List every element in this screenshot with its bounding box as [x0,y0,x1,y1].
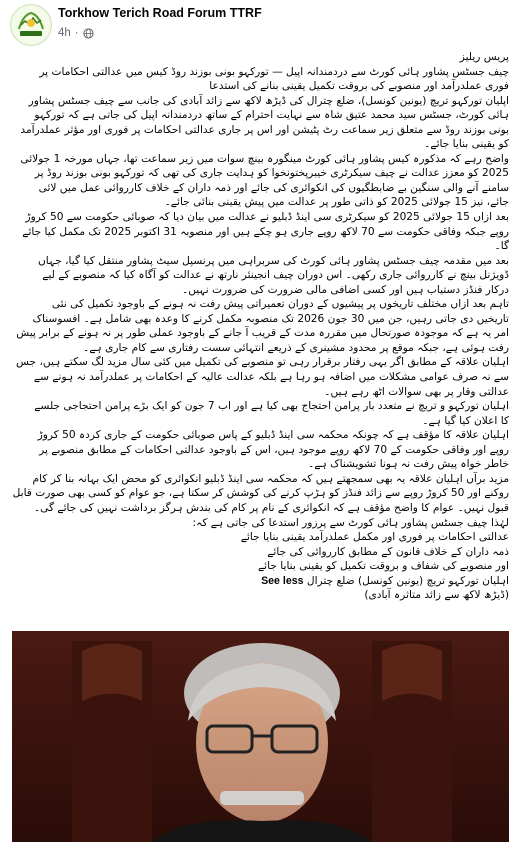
judge-portrait-icon [12,631,509,842]
post-text-line: امر یہ ہے کہ موجودہ صورتحال میں مقررہ مدت کے قریب آ جانے کے باوجود عملی طور پر نہ ہونے کے برابر پیش [16,327,509,340]
post-text-line: پریس ریلیز [459,51,509,63]
post-text-line: اپلیان تورکہو تریچ (یونین کونسل)، ضلع چترال کی ڈیڑھ لاکھ سے زائد آبادی کی جانب سے چیف جسٹس پشاور [28,94,509,107]
post-text-line: کو یقینی بنایا جائے۔ [424,138,509,151]
post-text-line: اہلیان علاقہ کا مؤقف ہے کہ چونکہ محکمہ سی اینڈ ڈبلیو کے پاس صوبائی حکومت کے جاری کردہ 50 کروڑ [37,429,509,442]
post-text-line: رفت ہوئی ہے، جبکہ موقع پر محدود مشینری کے ذریعے انتہائی سست رفتاری سے کام جاری ہے۔ [83,341,509,354]
post-text-line: 2025 کو معزز عدالت نے چیف سیکرٹری خیبرپختونخوا کو ہدایت جاری کی تھی کہ تورکہو بونی بوزند روڈ پر [34,167,509,180]
post-text-line: فوری عملدرآمد اور منصوبے کی بروقت تکمیل یقینی بنانے کی استدعا [209,80,509,93]
post-text-line: بعد میں مقدمہ چیف جسٹس پشاور ہائی کورٹ کی سربراہی میں پرنسپل سیٹ پشاور منتقل کیا گیا، جہاں [38,254,509,267]
post-text-line: درکار فنڈز دستیاب ہیں اور کسی اضافی مالی ضرورت کی ضرورت نہیں۔ [182,283,509,296]
post-text-line: ہائی کورٹ، جسٹس سید محمد عتیق شاہ سے نہایت احترام کے ساتھ دردمندانہ اپیل کی جاتی ہے کہ تورکہو [34,109,509,122]
post-text-line: (ڈیڑھ لاکھ سے زائد متاثرہ آبادی) [364,589,509,602]
post-header [0,0,519,48]
post-text-line: خاطر خواہ پیش رفت نہ ہونا تشویشناک ہے۔ [308,458,509,471]
post-time-link[interactable]: 4h [58,27,71,39]
post-text-line: سے نہ صرف عوامی مشکلات میں اضافہ ہو رہا ہے بلکہ عدالت عالیہ کے احکامات پر عملدرآمد نہ ہونے سے [33,371,509,384]
post-text-line: اہلیان تورکہو تریچ (یونین کونسل) ضلع چترال See less [261,574,509,587]
post-text-line: قبول نہیں۔ عوام کا واضح مؤقف ہے کہ انکوائری کے نام پر کام کی بندش ہرگز برداشت نہیں کی جائے گی۔ [33,501,509,514]
post-text-line: تاریخیں دی جاتی رہیں، جن میں 30 جون 2026 تک منصوبہ مکمل کرنے کا وعدہ بھی شامل ہے۔ افسوسناک [32,312,509,325]
globe-icon [83,28,94,39]
post-text-line: روپے اور وفاقی حکومت کے 70 لاکھ روپے موجود ہیں، اس کے باوجود عدالتی احکامات کے مطابق منصوبے پر [39,443,509,456]
see-less-link[interactable]: See less [261,574,304,587]
post-text-line: عدالتی احکامات پر فوری اور مکمل عملدرآمد یقینی بنایا جائے [240,531,509,544]
post-text-line: سامنے آنے والی سنگین بے ضابطگیوں کی انکوائری کی جائے اور ذمہ داران کے خلاف کارروائی عمل میں لائی [38,181,509,194]
post-text-line: کا اعلان کیا گیا ہے۔ [422,414,509,427]
post-text-line: تاہم بعد ازاں مختلف تاریخوں پر پیشیوں کے دوران تعمیراتی پیش رفت نہ ہونے کے باوجود تکمیل کی نئی [51,298,509,311]
post-text-line: اہلیان تورکہو و تریچ نے متعدد بار پرامن احتجاج بھی کیا ہے اور اب 7 جون کو ایک بڑے پرامن احتجاجی جلسے [34,400,509,413]
page-name-link[interactable]: Torkhow Terich Road Forum TTRF [58,6,262,20]
post-photo[interactable] [12,631,509,842]
post-meta [58,27,94,39]
post-text-line: ذمہ داران کے خلاف قانون کے مطابق کارروائی کی جائے [267,545,509,558]
post-text-line: لہٰذا چیف جسٹس پشاور ہائی کورٹ سے پرزور استدعا کی جاتی ہے کہ: [192,516,509,529]
post-text-line: بعد ازاں 15 جولائی 2025 کو سیکرٹری سی اینڈ ڈبلیو نے عدالت میں بیان دیا کہ صوبائی حکومت سے 50 کروڑ [25,211,509,224]
post-text-line: بونی بوزند روڈ سے متعلق زیر سماعت رٹ پٹیشن اور اس پر جاری عدالتی احکامات پر فوری اور مؤثر عملدرآمد [20,123,509,136]
post-text-line: مزید برآں اہلیان علاقہ یہ بھی سمجھتے ہیں کہ محکمہ سی اینڈ ڈبلیو انکوائری کو محض ایک بہانہ بنا کر کام [32,472,509,485]
page-avatar[interactable] [10,4,52,46]
post-text-line: گا۔ [494,240,509,253]
post-text-line: روکنے اور 50 کروڑ روپے سے زائد فنڈز کو ہڑپ کرنے کی کوشش کر سکتا ہے، جو عوام کو کسی بھی صورت قابل [12,487,509,500]
post-text-line: جائے، نیز 15 جولائی 2025 کو ذاتی طور پر عدالت میں پیش یقینی بنائی جائے۔ [164,196,509,209]
post-text-line: اہلیان علاقہ کے مطابق اگر یہی رفتار برقرار رہی تو منصوبے کی تکمیل میں کئی سال مزید لگ سکتے ہیں، جس [16,356,509,369]
post-text-line: عدالتی وقار پر بھی سوالات اٹھ رہے ہیں۔ [324,385,509,398]
post-text-line: ڈویژنل بینچ نے کارروائی جاری رکھی۔ اس دوران چیف انجینئر نارتھ نے عدالت کو آگاہ کیا کہ منصوبے کے لیے [42,269,509,282]
post-text [12,50,509,603]
post-text-line: اور منصوبے کی شفاف و بروقت تکمیل کو یقینی بنایا جائے [257,560,509,573]
forum-logo-icon [11,5,51,45]
meta-separator: · [74,27,79,39]
post-text-line: چیف جسٹس پشاور ہائی کورٹ سے دردمندانہ اپیل — تورکہو بونی بوزند روڈ کیس میں عدالتی احکامات پر [39,65,509,78]
post-text-line: واضح رہے کہ مذکورہ کیس پشاور ہائی کورٹ مینگورہ بینچ سوات میں زیر سماعت تھا، جہاں مورخہ 1 جولائی [20,152,509,165]
post-text-line: روپے جبکہ وفاقی حکومت سے 70 لاکھ روپے جاری ہو چکے ہیں اور منصوبہ 31 اکتوبر 2025 تک مکمل کیا جائے [22,225,509,238]
